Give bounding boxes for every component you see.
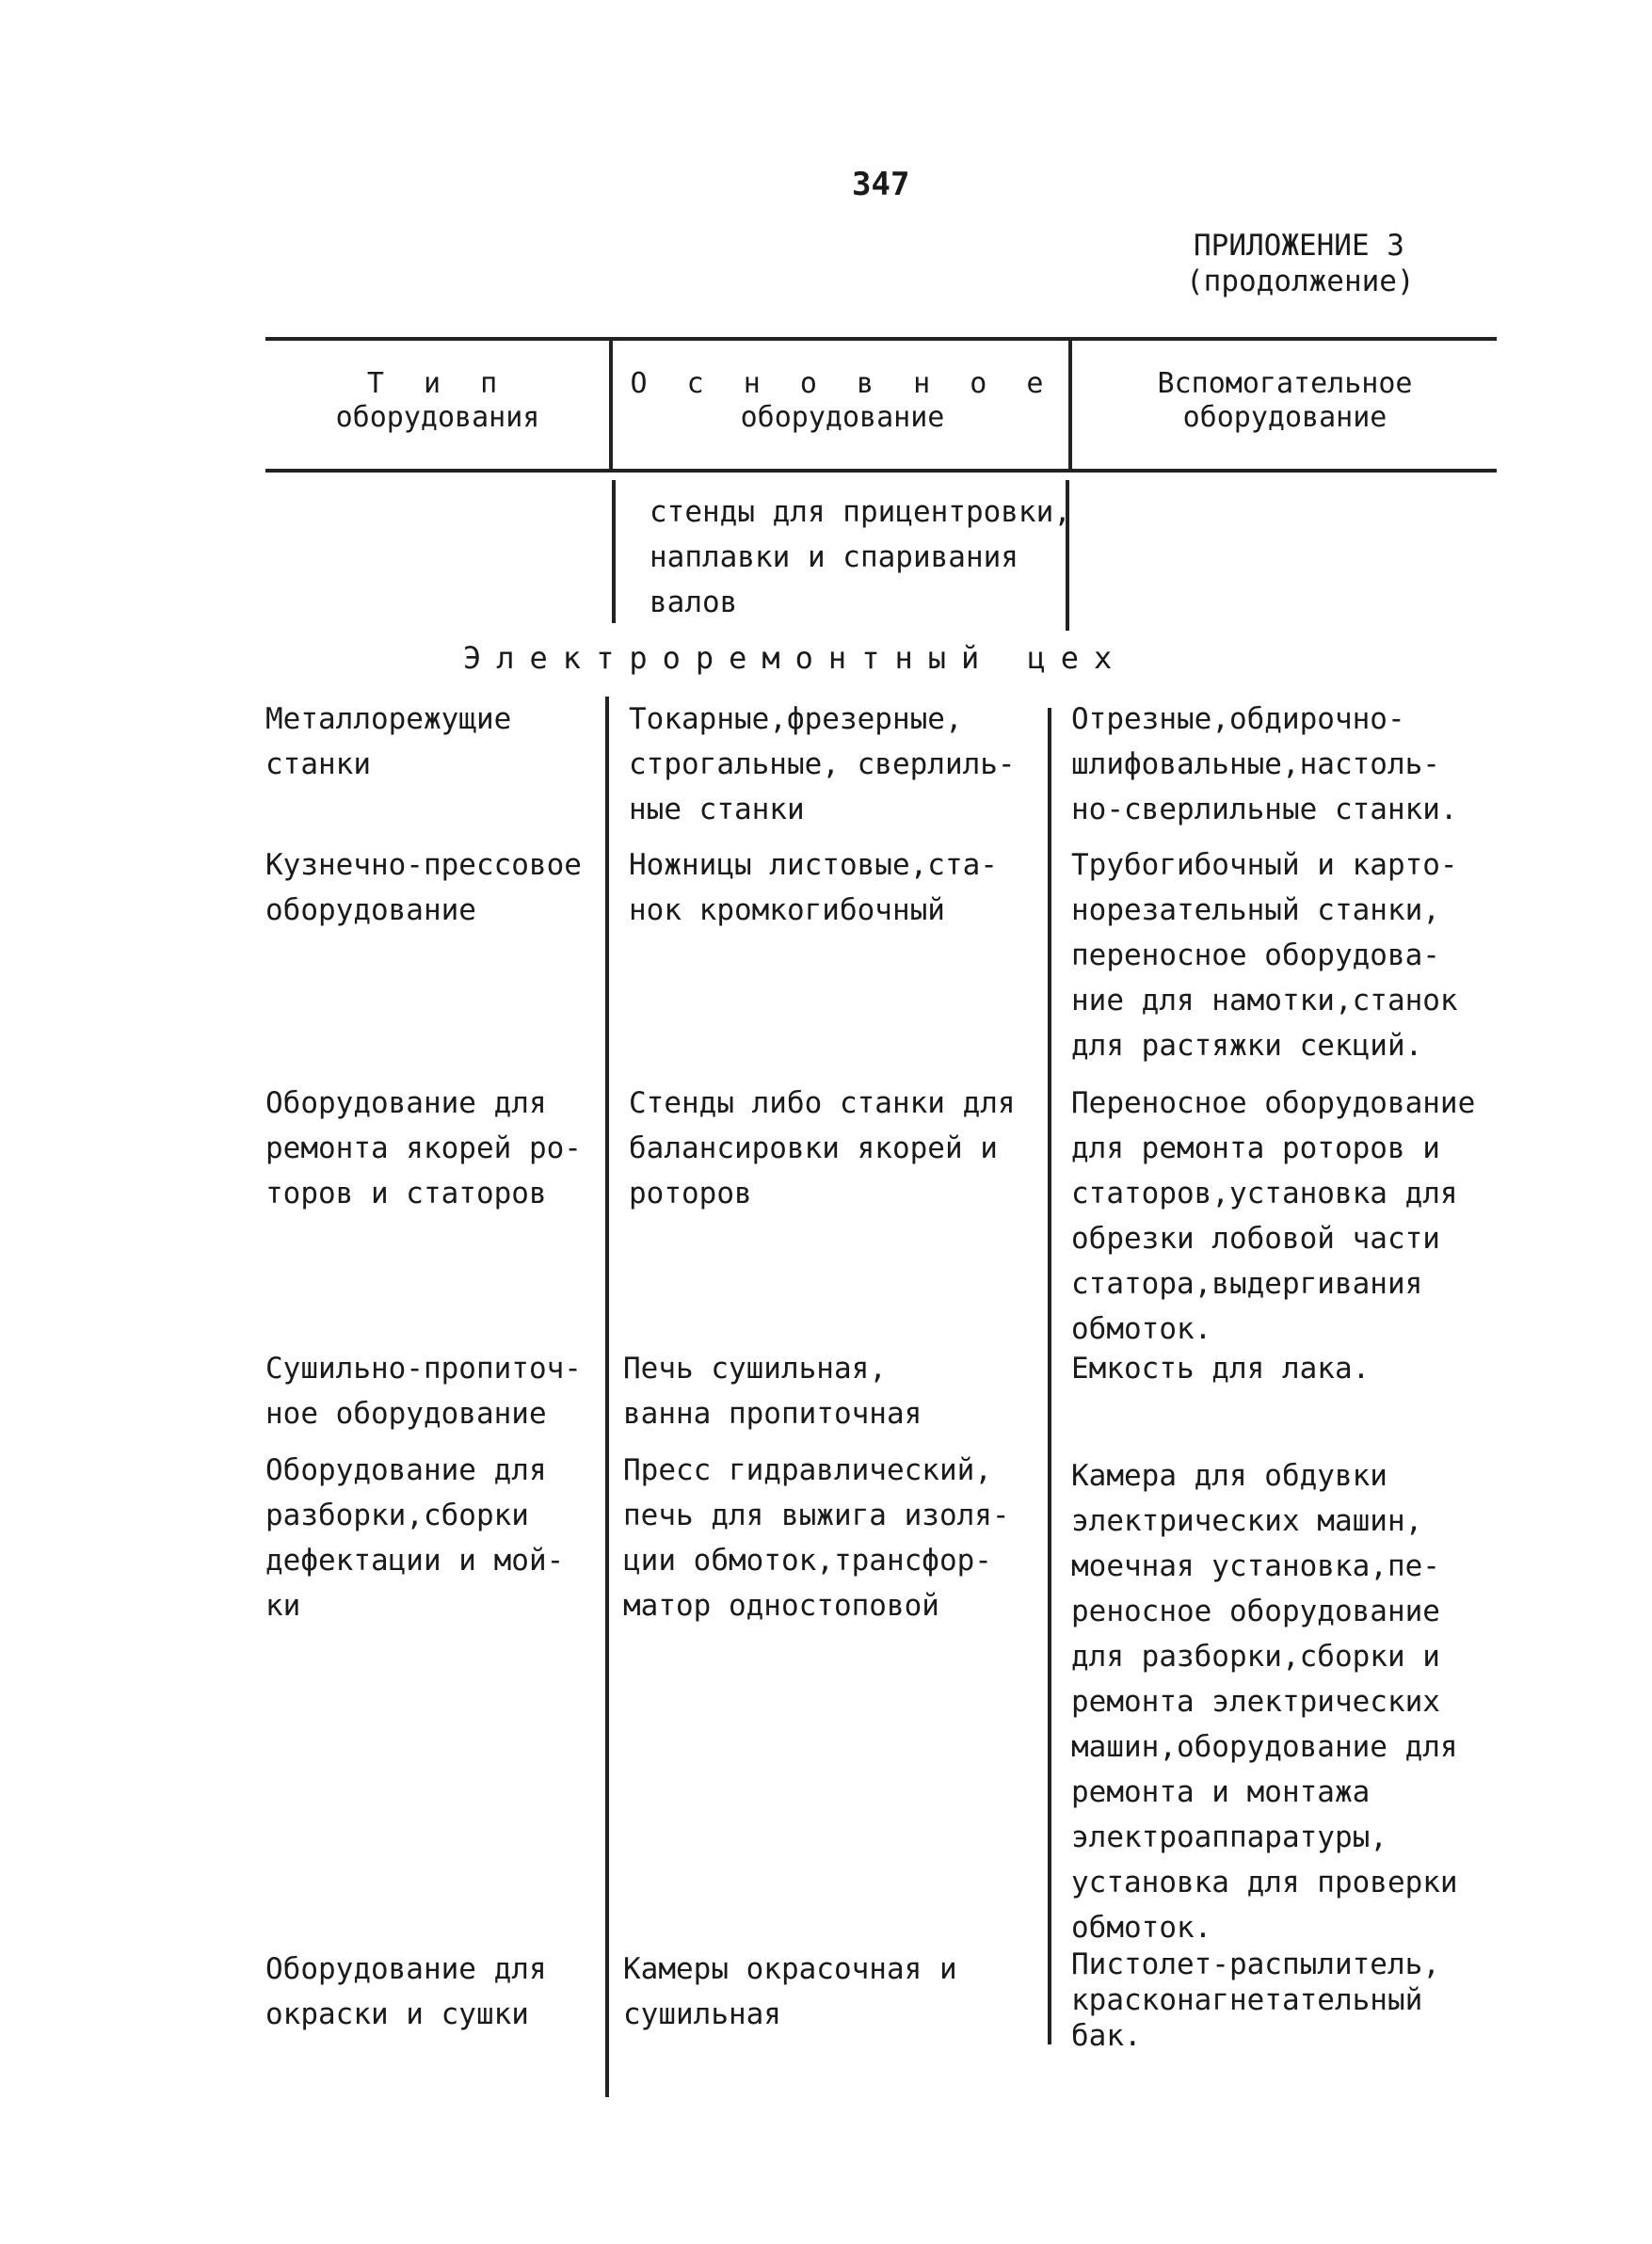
- section-title: Электроремонтный цех: [463, 640, 1128, 676]
- body-divider-2: [1048, 708, 1051, 2044]
- header-type: Т и п оборудования: [335, 367, 540, 434]
- appendix-label: [1186, 228, 1415, 299]
- appendix-continuation: (продолжение): [1186, 264, 1415, 298]
- row-4-aux: Емкость для лака.: [1071, 1352, 1371, 1386]
- continued-divider-1: [612, 480, 616, 623]
- row-5-type: Оборудование для разборки,сборки дефектации и мой- ки: [265, 1453, 565, 1623]
- row-3-main: Стенды либо станки для балансировки якорей и роторов: [629, 1086, 1016, 1210]
- appendix-title: ПРИЛОЖЕНИЕ 3: [1194, 229, 1404, 263]
- row-2-aux: Трубогибочный и карто- норезательный станки, переносное оборудова- ние для намотки,станок для растяжки секций.: [1071, 848, 1458, 1063]
- row-6-aux: Пистолет-распылитель, красконагнетательный бак.: [1071, 1947, 1440, 2053]
- row-4-type: Сушильно-пропиточ- ное оборудование: [265, 1352, 582, 1431]
- row-2-main: Ножницы листовые,ста- нок кромкогибочный: [629, 848, 998, 927]
- table-header-rule: [265, 469, 1497, 473]
- page-number: 347: [852, 166, 910, 203]
- continued-main-cell: стенды для прицентровки, наплавки и спаривания валов: [650, 495, 1071, 619]
- row-1-main: Токарные,фрезерные, строгальные, сверлиль- ные станки: [629, 702, 1016, 826]
- header-main-equipment: О с н о в н о е оборудование: [630, 367, 1055, 434]
- row-4-main: Печь сушильная, ванна пропиточная: [623, 1352, 922, 1431]
- row-1-type: Металлорежущие станки: [265, 702, 512, 781]
- row-6-type: Оборудование для окраски и сушки: [265, 1952, 547, 2031]
- row-5-main: Пресс гидравлический, печь для выжига изоля- ции обмоток,трансфор- матор одностоповой: [623, 1453, 1010, 1623]
- header-divider-2: [1068, 339, 1072, 471]
- row-5-aux: Камера для обдувки электрических машин, моечная установка,пе- реносное оборудование для разборки,сборки и ремонта электрических машин,оборудование для ремонта и монтажа электроаппаратуры, установка для проверки обмоток.: [1071, 1459, 1458, 1945]
- row-2-type: Кузнечно-прессовое оборудование: [265, 848, 582, 927]
- row-3-aux: Переносное оборудование для ремонта роторов и статоров,установка для обрезки лобовой части статора,выдергивания обмоток.: [1071, 1086, 1476, 1346]
- row-1-aux: Отрезные,обдирочно- шлифовальные,настоль- но-сверлильные станки.: [1071, 702, 1458, 826]
- row-3-type: Оборудование для ремонта якорей ро- торов и статоров: [265, 1086, 582, 1210]
- body-divider-1: [605, 697, 609, 2097]
- header-divider-1: [609, 339, 613, 471]
- table-top-rule: [265, 337, 1497, 341]
- header-aux-equipment: Вспомогательное оборудование: [1157, 367, 1413, 434]
- row-6-main: Камеры окрасочная и сушильная: [623, 1952, 957, 2031]
